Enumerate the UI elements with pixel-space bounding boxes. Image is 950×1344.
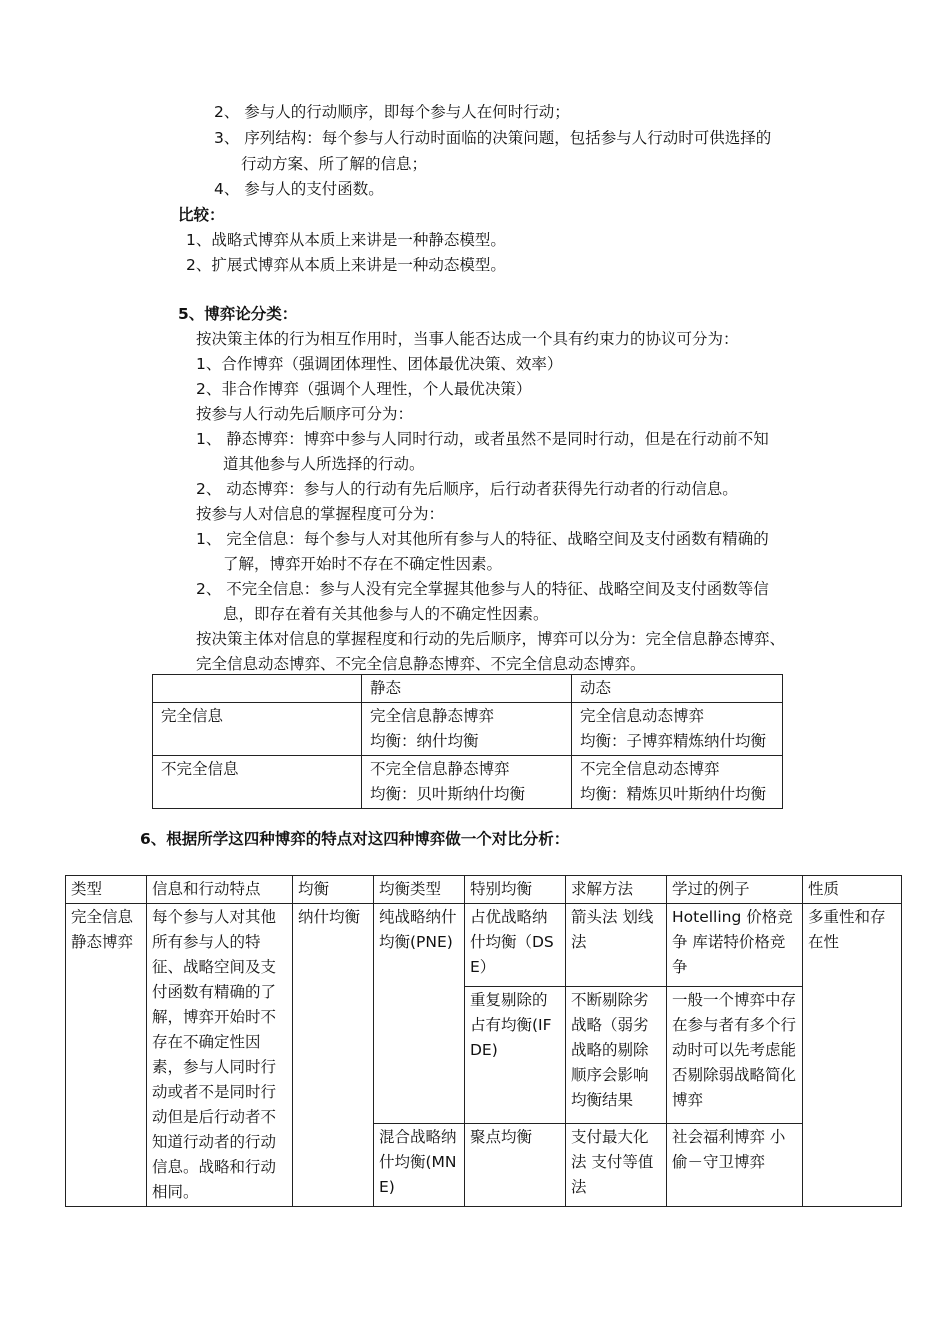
paragraph: 道其他参与人所选择的行动。 — [223, 455, 425, 473]
list-item: 2、 参与人的行动顺序，即每个参与人在何时行动； — [214, 103, 570, 121]
table-cell: 不完全信息静态博弈 均衡：贝叶斯纳什均衡 — [362, 756, 572, 809]
ifde-cell: 重复剔除的占有均衡(IFDE) — [465, 987, 566, 1124]
table-cell: 不完全信息 — [153, 756, 362, 809]
example-cell: 社会福利博弈 小偷－守卫博弈 — [667, 1123, 803, 1206]
table-header-cell: 信息和行动特点 — [147, 876, 293, 904]
comparison-table — [65, 875, 902, 1207]
feature-cell: 每个参与人对其他所有参与人的特征、战略空间及支付函数有精确的了解，博弈开始时不存在不确定性因素，参与人同时行动或者不是同时行动但是后行动者不知道行动者的行动信息。战略和行动相同。 — [147, 904, 293, 1207]
list-item: 3、 序列结构：每个参与人行动时面临的决策问题，包括参与人行动时可供选择的 — [214, 129, 772, 147]
method-cell: 箭头法 划线法 — [566, 904, 667, 987]
method-cell: 不断剔除劣战略（弱劣战略的剔除顺序会影响均衡结果 — [566, 987, 667, 1124]
section5-title: 5、博弈论分类： — [178, 305, 298, 323]
example-cell: Hotelling 价格竞争 库诺特价格竞争 — [667, 904, 803, 987]
list-item: 4、 参与人的支付函数。 — [214, 180, 384, 198]
table-cell: 完全信息 — [153, 703, 362, 756]
table-header-cell: 性质 — [803, 876, 902, 904]
paragraph: 2、 动态博弈：参与人的行动有先后顺序，后行动者获得先行动者的行动信息。 — [196, 480, 738, 498]
paragraph: 了解，博弈开始时不存在不确定性因素。 — [223, 555, 503, 573]
table-header-cell: 均衡类型 — [374, 876, 465, 904]
paragraph: 按决策主体的行为相互作用时，当事人能否达成一个具有约束力的协议可分为： — [196, 330, 739, 348]
table-header-cell: 特别均衡 — [465, 876, 566, 904]
paragraph: 1、合作博弈（强调团体理性、团体最优决策、效率） — [196, 355, 563, 373]
paragraph: 2、 不完全信息：参与人没有完全掌握其他参与人的特征、战略空间及支付函数等信 — [196, 580, 769, 598]
table-header-cell: 静态 — [362, 675, 572, 703]
table-row — [66, 904, 902, 987]
example-cell: 一般一个博弈中存在参与者有多个行动时可以先考虑能否剔除弱战略简化博弈 — [667, 987, 803, 1124]
compare-item: 1、战略式博弈从本质上来讲是一种静态模型。 — [186, 231, 506, 249]
focal-cell: 聚点均衡 — [465, 1123, 566, 1206]
table-header-cell: 学过的例子 — [667, 876, 803, 904]
table-header-cell: 类型 — [66, 876, 147, 904]
paragraph: 按决策主体对信息的掌握程度和行动的先后顺序，博弈可以分为：完全信息静态博弈、 — [196, 630, 786, 648]
table-header-cell — [153, 675, 362, 703]
paragraph: 息，即存在着有关其他参与人的不确定性因素。 — [223, 605, 549, 623]
paragraph: 2、非合作博弈（强调个人理性，个人最优决策） — [196, 380, 532, 398]
paragraph: 按参与人行动先后顺序可分为： — [196, 405, 414, 423]
compare-title: 比较： — [178, 206, 225, 224]
list-item: 行动方案、所了解的信息； — [241, 155, 428, 173]
compare-item: 2、扩展式博弈从本质上来讲是一种动态模型。 — [186, 256, 506, 274]
dse-cell: 占优战略纳什均衡（DSE） — [465, 904, 566, 987]
table-header-row — [66, 876, 902, 904]
table-cell: 不完全信息动态博弈 均衡：精炼贝叶斯纳什均衡 — [572, 756, 783, 809]
paragraph: 完全信息动态博弈、不完全信息静态博弈、不完全信息动态博弈。 — [196, 655, 646, 673]
equilibrium-cell: 纳什均衡 — [293, 904, 374, 1207]
property-cell: 多重性和存在性 — [803, 904, 902, 1207]
table-row — [153, 703, 783, 756]
table-cell: 完全信息静态博弈 均衡：纳什均衡 — [362, 703, 572, 756]
table-header-cell: 求解方法 — [566, 876, 667, 904]
table-header-row — [153, 675, 783, 703]
classification-table — [152, 674, 783, 809]
pne-cell: 纯战略纳什均衡(PNE) — [374, 904, 465, 1124]
section6-title: 6、根据所学这四种博弈的特点对这四种博弈做一个对比分析： — [140, 830, 570, 848]
mne-cell: 混合战略纳什均衡(MNE) — [374, 1123, 465, 1206]
type-cell: 完全信息静态博弈 — [66, 904, 147, 1207]
table-cell: 完全信息动态博弈 均衡：子博弈精炼纳什均衡 — [572, 703, 783, 756]
table-header-cell: 动态 — [572, 675, 783, 703]
paragraph: 1、 静态博弈：博弈中参与人同时行动，或者虽然不是同时行动，但是在行动前不知 — [196, 430, 769, 448]
paragraph: 1、 完全信息：每个参与人对其他所有参与人的特征、战略空间及支付函数有精确的 — [196, 530, 769, 548]
method-cell: 支付最大化法 支付等值法 — [566, 1123, 667, 1206]
paragraph: 按参与人对信息的掌握程度可分为： — [196, 505, 445, 523]
table-row — [153, 756, 783, 809]
table-header-cell: 均衡 — [293, 876, 374, 904]
